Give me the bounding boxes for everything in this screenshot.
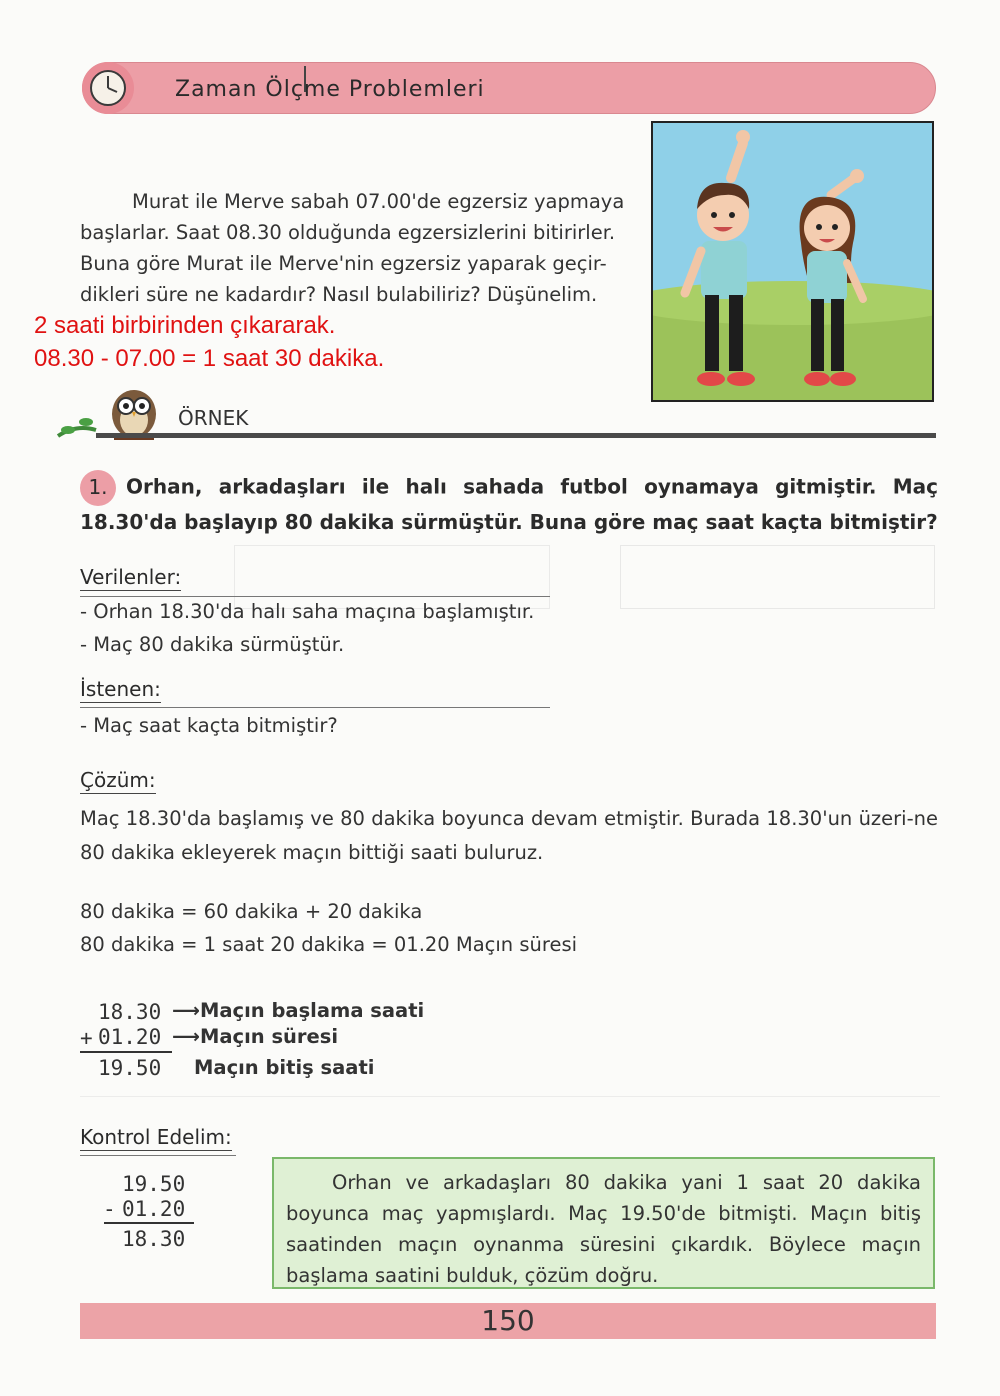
check-explanation-text: Orhan ve arkadaşları 80 dakika yani 1 saat 20 dakika boyunca maç yapmışlardı. Maç 19.50'de bitmişti. Maçın bitiş saatinden maçın oynanma süresini çıkardık. Böylece maçın başlama saatini bulduk, çözüm doğru. bbox=[286, 1171, 921, 1287]
given-item: - Maç 80 dakika sürmüştür. bbox=[80, 633, 345, 656]
page-title: Zaman Ölçme Problemleri bbox=[175, 77, 485, 102]
addition-operator: + bbox=[80, 1026, 93, 1050]
intro-paragraph bbox=[80, 186, 636, 310]
example-label: ÖRNEK bbox=[178, 406, 249, 430]
arrow-icon: ⟶ bbox=[172, 1025, 200, 1048]
solution-heading: Çözüm: bbox=[80, 768, 156, 792]
check-explanation-box bbox=[272, 1157, 935, 1289]
header-emblem bbox=[82, 62, 134, 114]
given-item: - Orhan 18.30'da halı saha maçına başlamıştır. bbox=[80, 600, 535, 623]
check-heading: Kontrol Edelim: bbox=[80, 1125, 232, 1149]
addition-label-3: Maçın bitiş saati bbox=[194, 1056, 375, 1079]
answer-note-line-1: 2 saati birbirinden çıkararak. bbox=[34, 312, 336, 339]
answer-note-line-2: 08.30 - 07.00 = 1 saat 30 dakika. bbox=[34, 345, 385, 372]
addition-result: 19.50 bbox=[98, 1056, 162, 1080]
asked-rule bbox=[80, 707, 550, 708]
example-divider bbox=[96, 433, 936, 438]
children-exercising-image bbox=[653, 123, 934, 402]
exercise-illustration bbox=[651, 121, 934, 402]
check-operand-2: 01.20 bbox=[122, 1197, 186, 1221]
asked-item: - Maç saat kaçta bitmiştir? bbox=[80, 714, 338, 737]
addition-rule bbox=[80, 1051, 172, 1053]
check-result: 18.30 bbox=[122, 1227, 186, 1251]
addition-label-2: ⟶Maçın süresi bbox=[172, 1025, 339, 1048]
addition-operand-1: 18.30 bbox=[98, 1000, 162, 1024]
intro-line: Buna göre Murat ile Merve'nin egzersiz yaparak geçir- bbox=[80, 252, 607, 275]
solution-paragraph: Maç 18.30'da başlamış ve 80 dakika boyunca devam etmiştir. Burada 18.30'un üzeri-ne 80 dakika ekleyerek maçın bittiği saati buluruz. bbox=[80, 807, 938, 864]
ghost-rule bbox=[80, 1096, 940, 1097]
addition-operand-2: 01.20 bbox=[98, 1025, 162, 1049]
intro-line: Murat ile Merve sabah 07.00'de egzersiz yapmaya bbox=[132, 190, 625, 213]
check-rule bbox=[80, 1155, 236, 1156]
arrow-icon: ⟶ bbox=[172, 999, 200, 1022]
check-operand-1: 19.50 bbox=[122, 1172, 186, 1196]
solution-step-1: 80 dakika = 60 dakika + 20 dakika bbox=[80, 900, 423, 923]
problem-text: Orhan, arkadaşları ile halı sahada futbol oynamaya gitmiştir. Maç 18.30'da başlayıp 80 dakika sürmüştür. Buna göre maç saat kaçta bitmiştir? bbox=[80, 474, 938, 534]
asked-heading: İstenen: bbox=[80, 677, 161, 701]
given-heading: Verilenler: bbox=[80, 565, 182, 589]
problem-statement bbox=[80, 470, 938, 539]
problem-number-badge: 1. bbox=[80, 470, 116, 506]
check-operator: - bbox=[103, 1197, 116, 1221]
intro-line: dikleri süre ne kadardır? Nasıl bulabiliriz? Düşünelim. bbox=[80, 283, 598, 306]
solution-step-2: 80 dakika = 1 saat 20 dakika = 01.20 Maçın süresi bbox=[80, 933, 578, 956]
ghost-box bbox=[620, 545, 935, 609]
intro-line: başlarlar. Saat 08.30 olduğunda egzersizlerini bitirirler. bbox=[80, 221, 616, 244]
addition-label-1: ⟶Maçın başlama saati bbox=[172, 999, 425, 1022]
given-rule bbox=[80, 596, 550, 597]
check-rule-line bbox=[104, 1222, 194, 1224]
page-number: 150 bbox=[481, 1304, 535, 1337]
clock-icon bbox=[82, 62, 134, 114]
